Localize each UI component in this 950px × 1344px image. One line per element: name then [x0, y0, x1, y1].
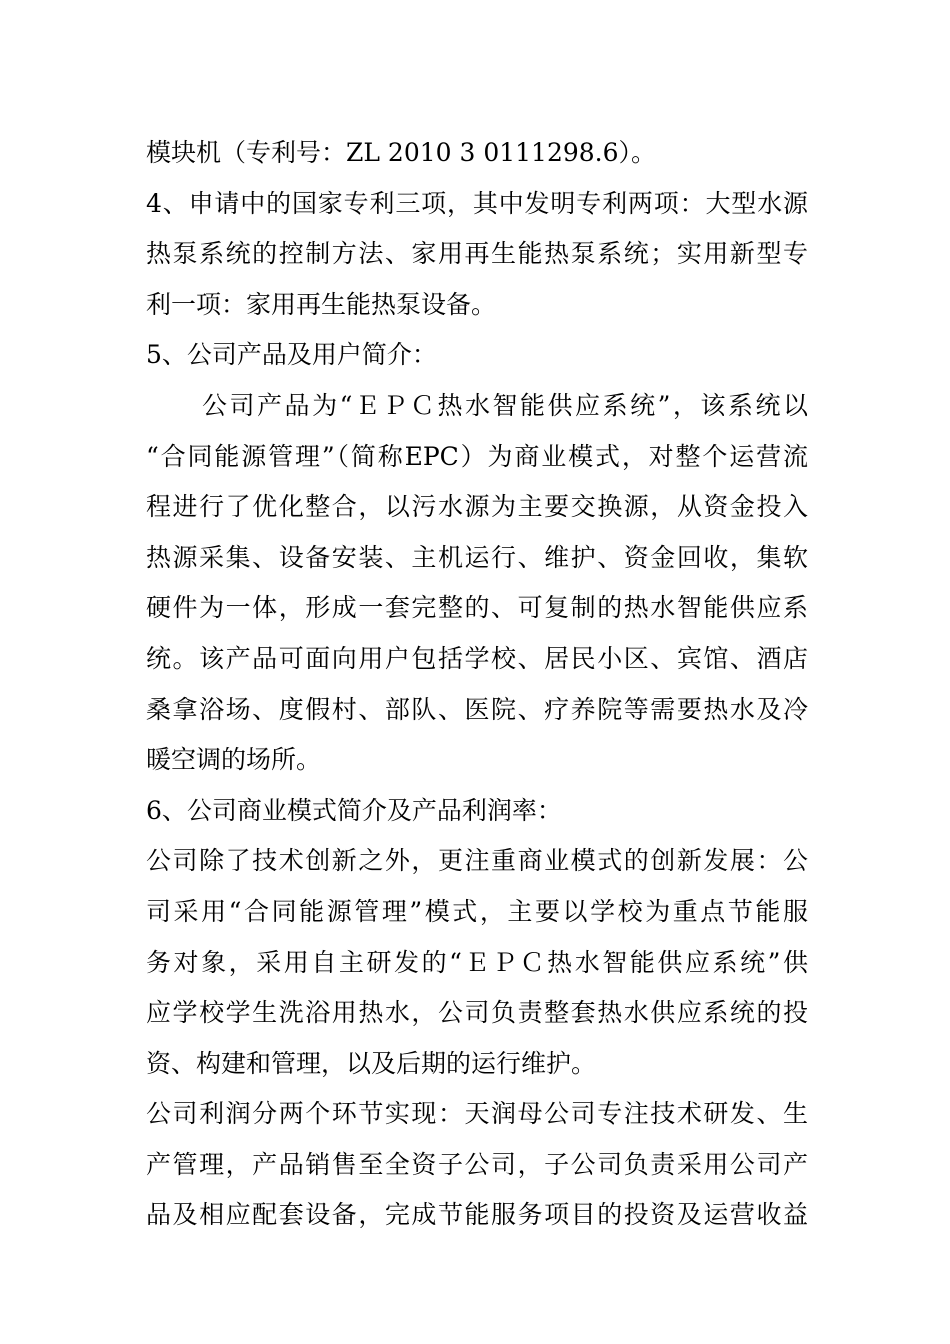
text-line: 4、申请中的国家专利三项，其中发明专利两项：大型水源: [146, 188, 808, 218]
text-line: 模块机（专利号：ZL 2010 3 0111298.6）。: [146, 138, 657, 167]
text-line: 统。该产品可面向用户包括学校、居民小区、宾馆、酒店: [146, 643, 808, 673]
text-line: 5、公司产品及用户简介：: [146, 340, 437, 370]
text-line: 热泵系统的控制方法、家用再生能热泵系统；实用新型专: [146, 239, 808, 269]
text-line: 硬件为一体，形成一套完整的、可复制的热水智能供应系: [146, 593, 808, 623]
text-line: 公司除了技术创新之外，更注重商业模式的创新发展：公: [146, 846, 808, 876]
text-line: 务对象，采用自主研发的“ＥＰＣ热水智能供应系统”供: [146, 947, 808, 977]
text-line: 应学校学生洗浴用热水，公司负责整套热水供应系统的投: [146, 998, 808, 1028]
text-line: 司采用“合同能源管理”模式，主要以学校为重点节能服: [146, 896, 808, 926]
text-line: “合同能源管理”（简称EPC）为商业模式，对整个运营流: [146, 441, 808, 471]
text-line: 程进行了优化整合，以污水源为主要交换源，从资金投入: [146, 492, 808, 522]
text-line: 品及相应配套设备，完成节能服务项目的投资及运营收益: [146, 1200, 808, 1230]
text-line: 公司利润分两个环节实现：天润母公司专注技术研发、生: [146, 1099, 808, 1129]
text-line: 桑拿浴场、度假村、部队、医院、疗养院等需要热水及冷: [146, 694, 808, 724]
text-line: 热源采集、设备安装、主机运行、维护、资金回收，集软: [146, 542, 808, 572]
text-line: 资、构建和管理，以及后期的运行维护。: [146, 1048, 597, 1078]
text-line: 暖空调的场所。: [146, 745, 322, 775]
text-line: 利一项：家用再生能热泵设备。: [146, 289, 497, 319]
text-line: 公司产品为“ＥＰＣ热水智能供应系统”，该系统以: [202, 390, 808, 420]
document-body: [146, 128, 808, 1241]
text-line: 产管理，产品销售至全资子公司，子公司负责采用公司产: [146, 1149, 808, 1179]
text-line: 6、公司商业模式简介及产品利润率：: [146, 795, 562, 825]
